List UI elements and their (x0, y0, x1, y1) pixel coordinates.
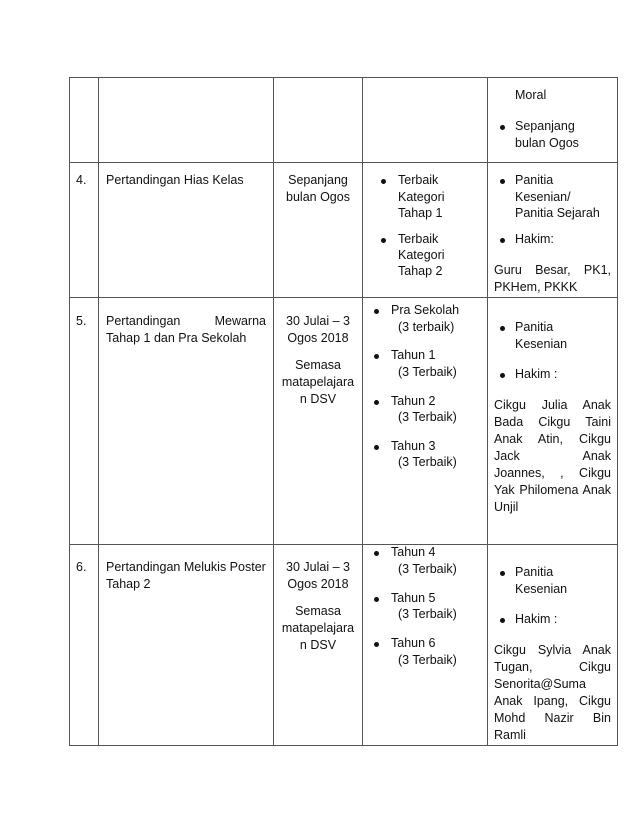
column-divider (362, 77, 363, 745)
table-border-bottom (69, 745, 618, 746)
judge-text: Cikgu Julia Anak (494, 398, 611, 412)
committee-text: Panitia Sejarah (515, 206, 600, 220)
bullet-icon (381, 179, 386, 184)
table-border-top (69, 77, 618, 78)
event-date: Ogos 2018 (287, 577, 349, 591)
event-time: n DSV (299, 638, 337, 652)
bullet-icon (500, 326, 505, 331)
judge-text: Cikgu Sylvia Anak (494, 643, 611, 657)
cell-text: Sepanjang (515, 119, 575, 133)
judge-text: Anak Ipang, Cikgu (494, 694, 611, 708)
table-border-right (617, 77, 618, 745)
bullet-icon (500, 179, 505, 184)
column-divider (98, 77, 99, 745)
event-time: matapelajara (281, 621, 355, 635)
event-time: n DSV (299, 392, 337, 406)
committee-text: Kesenian (515, 337, 568, 351)
prize-text: Tahun 6 (391, 636, 436, 650)
row-number: 4. (76, 173, 87, 187)
event-name: Pertandingan Mewarna (106, 314, 266, 328)
judge-text: Unjil (494, 500, 519, 514)
judge-text: Yak Philomena Anak (494, 483, 611, 497)
prize-text: Kategori (398, 190, 445, 204)
prize-text: Tahun 5 (391, 591, 436, 605)
judge-label: Hakim : (515, 367, 558, 381)
event-name: Tahap 2 (106, 577, 151, 591)
event-date: Ogos 2018 (287, 331, 349, 345)
row-divider (69, 297, 618, 298)
row-divider (69, 162, 618, 163)
prize-text: (3 terbaik) (398, 320, 455, 334)
row-number: 6. (76, 560, 87, 574)
committee-text: Panitia (515, 173, 554, 187)
committee-text: Panitia (515, 565, 554, 579)
judge-text: Guru Besar, PK1, (494, 263, 611, 277)
judge-text: PKHem, PKKK (494, 280, 578, 294)
judge-text: Tugan, Cikgu (494, 660, 611, 674)
prize-text: (3 Terbaik) (398, 410, 457, 424)
event-name: Tahap 1 dan Pra Sekolah (106, 331, 247, 345)
column-divider (487, 77, 488, 745)
judge-label: Hakim: (515, 232, 554, 246)
prize-text: Tahun 1 (391, 348, 436, 362)
prize-text: (3 Terbaik) (398, 562, 457, 576)
row-divider (69, 544, 618, 545)
event-date: Sepanjang (288, 173, 348, 187)
judge-text: Senorita@Suma (494, 677, 586, 691)
bullet-icon (374, 597, 379, 602)
table-border-left (69, 77, 70, 745)
bullet-icon (374, 309, 379, 314)
prize-text: Terbaik (398, 232, 439, 246)
bullet-icon (374, 642, 379, 647)
bullet-icon (500, 618, 505, 623)
prize-text: Pra Sekolah (391, 303, 460, 317)
bullet-icon (500, 125, 505, 130)
event-time: Semasa (295, 604, 341, 618)
prize-text: Tahap 2 (398, 264, 443, 278)
event-name: Pertandingan Hias Kelas (106, 173, 244, 187)
bullet-icon (381, 238, 386, 243)
event-date: bulan Ogos (286, 190, 350, 204)
cell-text: Moral (515, 88, 547, 102)
committee-text: Kesenian (515, 582, 568, 596)
row-number: 5. (76, 314, 87, 328)
prize-text: (3 Terbaik) (398, 607, 457, 621)
prize-text: Kategori (398, 248, 445, 262)
bullet-icon (500, 373, 505, 378)
prize-text: (3 Terbaik) (398, 455, 457, 469)
judge-text: Bada Cikgu Taini (494, 415, 611, 429)
bullet-icon (374, 400, 379, 405)
committee-text: Kesenian/ (515, 190, 571, 204)
judge-text: Ramli (494, 728, 526, 742)
committee-text: Panitia (515, 320, 554, 334)
judge-text: Mohd Nazir Bin (494, 711, 611, 725)
bullet-icon (500, 571, 505, 576)
bullet-icon (374, 551, 379, 556)
event-date: 30 Julai – 3 (286, 560, 350, 574)
judge-text: Joannes, , Cikgu (494, 466, 611, 480)
prize-text: Tahun 3 (391, 439, 436, 453)
bullet-icon (374, 354, 379, 359)
cell-text: bulan Ogos (515, 136, 579, 150)
prize-text: Tahun 2 (391, 394, 436, 408)
event-name: Pertandingan Melukis Poster (106, 560, 266, 574)
prize-text: Tahap 1 (398, 206, 443, 220)
prize-text: Terbaik (398, 173, 439, 187)
bullet-icon (500, 238, 505, 243)
event-time: matapelajara (281, 375, 355, 389)
judge-text: Jack Anak (494, 449, 611, 463)
prize-text: (3 Terbaik) (398, 365, 457, 379)
prize-text: Tahun 4 (391, 545, 436, 559)
bullet-icon (374, 445, 379, 450)
event-date: 30 Julai – 3 (286, 314, 350, 328)
judge-text: Anak Atin, Cikgu (494, 432, 611, 446)
event-time: Semasa (295, 358, 341, 372)
prize-text: (3 Terbaik) (398, 653, 457, 667)
judge-label: Hakim : (515, 612, 558, 626)
